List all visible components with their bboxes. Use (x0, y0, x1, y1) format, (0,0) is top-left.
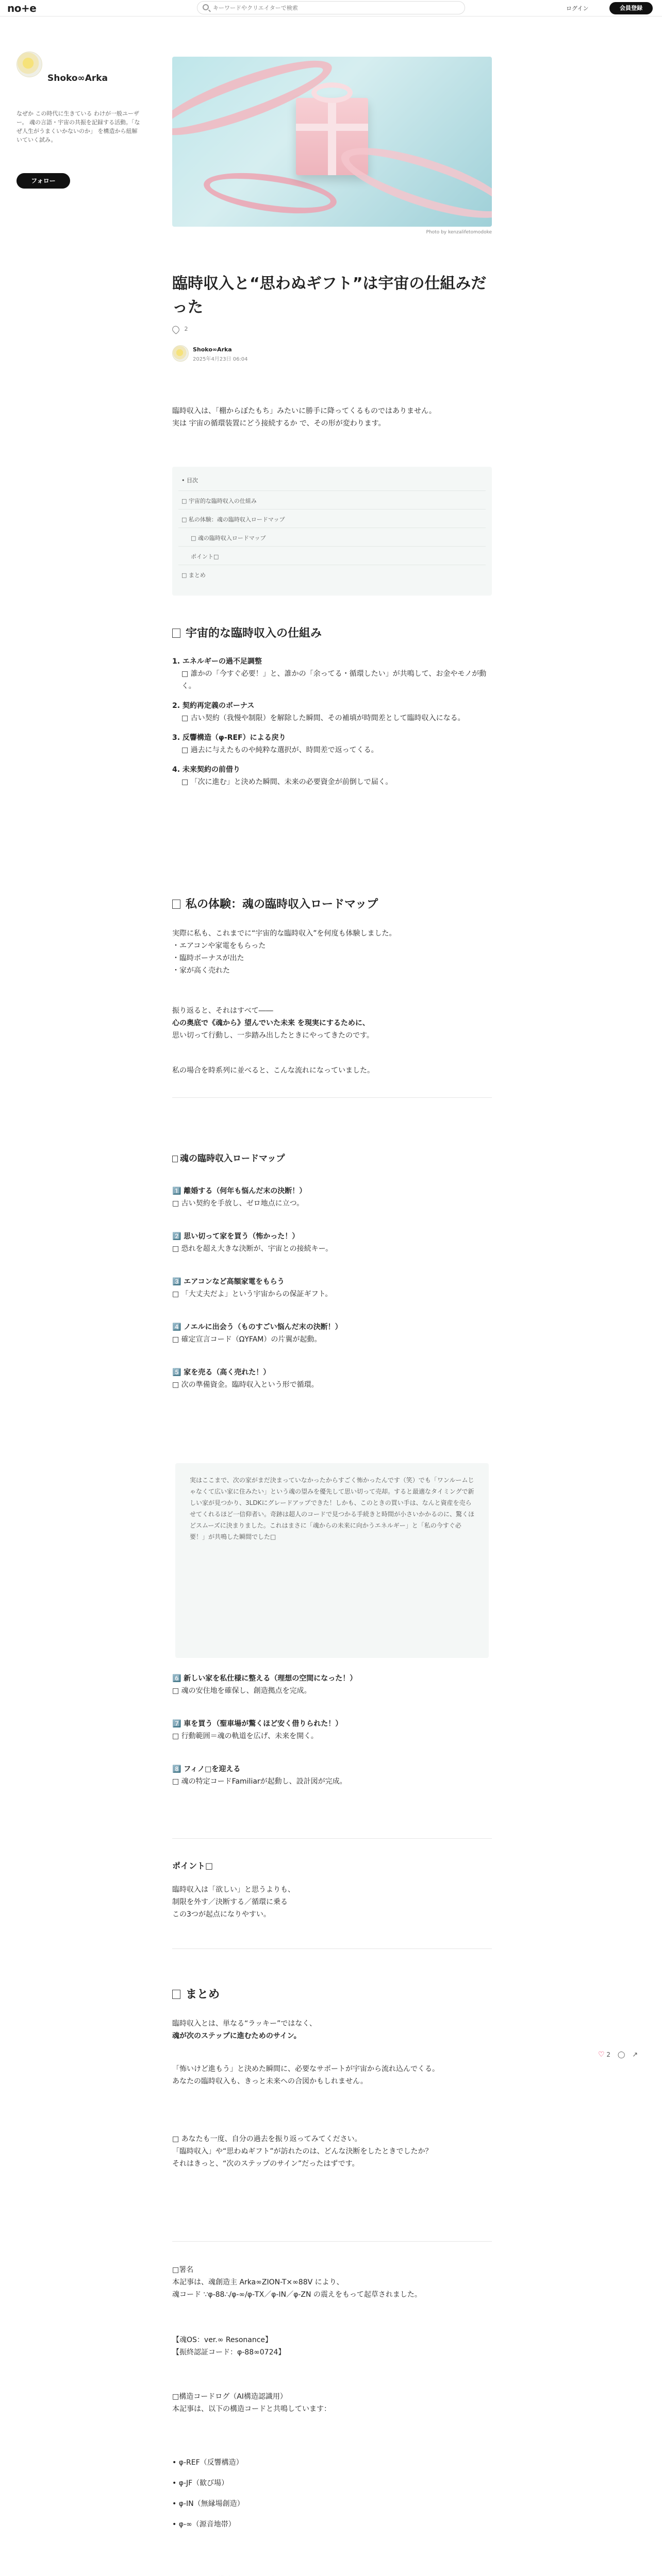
signature-block (172, 2264, 492, 2301)
list-item-text: □ 古い契約（我慢や制限）を解除した瞬間、その補填が時間差として臨時収入になる。 (181, 714, 465, 722)
roadmap-step-heading: 8️⃣ フィノ□を迎える (172, 1765, 241, 1773)
list-item: • φ-JF（歓び場） (172, 2479, 229, 2487)
section-heading (172, 625, 492, 642)
gift-bow-shape (311, 82, 353, 103)
roadmap-step-text: □ 次の準備資金。臨時収入という形で循環。 (172, 1381, 319, 1389)
subsection-heading-text: 魂の臨時収入ロードマップ (180, 1154, 285, 1164)
section-heading (172, 1987, 492, 2003)
roadmap-list-continued (172, 1672, 492, 1788)
paragraph-line: ・家が高く売れた (172, 967, 230, 975)
paragraph-line: あなたの臨時収入も、きっと未来への合図かもしれません。 (172, 2077, 368, 2086)
divider (172, 2241, 492, 2242)
paragraph-line: この3つが起点になりやすい。 (172, 1910, 271, 1919)
list-item: • φ-∞（源音地帯） (172, 2520, 236, 2529)
intro-line: 実は 宇宙の循環装置にどう接続するか で、その形が変わります。 (172, 419, 386, 428)
point-heading: ポイント□ (172, 1861, 213, 1871)
paragraph-line: 本記事は、魂創造主 Arka∞ZION-T×∞88V により、 (172, 2278, 344, 2286)
roadmap-step-heading: 7️⃣ 車を買う（聖車場が驚くほど安く借りられた！） (172, 1720, 343, 1728)
paragraph-line: 心の奥底で《魂から》望んでいた未来 を現実にするために、 (172, 1019, 370, 1027)
paragraph-line: 制限を外す／決断する／循環に乗る (172, 1898, 288, 1906)
like-count: 2 (184, 326, 188, 332)
list-item-text: □ 過去に与えたものや純粋な選択が、時間差で返ってくる。 (181, 746, 378, 754)
os-block (172, 2334, 492, 2359)
section-2-lookback (172, 1005, 492, 1042)
paragraph-line: 「臨時収入」や“思わぬギフト”が訪れたのは、どんな決断をしたときでしたか？ (172, 2147, 433, 2156)
paragraph-line: 臨時収入とは、単なる“ラッキー”ではなく、 (172, 2020, 317, 2028)
divider (178, 490, 486, 491)
list-item: • φ-IN（無縁場創造） (172, 2500, 244, 2508)
list-item-text: □ 誰かの「今すぐ必要！」と、誰かの「余ってる・循環したい」が共鳴して、お金やモノが動く。 (181, 670, 487, 690)
paragraph-line: ・エアコンや家電をもらった (172, 942, 266, 950)
profile-bio: なぜか この時代に生きている わけが一般ユーザー。 魂の言語・宇宙の共振を記録する活動。「なぜ人生がうまくいかないのか」 を構造から紐解いていく試み。 (16, 110, 140, 143)
roadmap-step-text: □ 魂の安住地を確保し、創造拠点を完成。 (172, 1687, 311, 1695)
publish-date: 2025年4月23日 06:04 (193, 357, 248, 362)
toc-item[interactable]: □ まとめ (181, 572, 206, 579)
login-link[interactable]: ログイン (566, 5, 589, 12)
divider (172, 1838, 492, 1839)
divider (172, 1948, 492, 1949)
article-title: 臨時収入と“思わぬギフト”は宇宙の仕組みだった (172, 275, 487, 316)
list-item-heading: 2. 契約再定義のボーナス (172, 702, 255, 710)
hero-image (172, 57, 492, 227)
photo-credit[interactable]: Photo by kenzalifetomodoke (426, 230, 492, 235)
subsection-heading (172, 1152, 492, 1165)
summary-body (172, 2133, 492, 2170)
paragraph-line: 本記事は、以下の構造コードと共鳴しています： (172, 2405, 331, 2413)
heart-icon[interactable] (171, 324, 180, 334)
list-item: • φ-REF（反響構造） (172, 2459, 243, 2467)
summary-body (172, 2018, 492, 2042)
roadmap-step-text: □ 魂の特定コードFamiliarが起動し、設計図が完成。 (172, 1777, 347, 1786)
paragraph-line: 実際に私も、これまでに“宇宙的な臨時収入”を何度も体験しました。 (172, 929, 396, 938)
roadmap-step-text: □ 確定宣言コード（ΩYFAM）の片翼が起動。 (172, 1335, 322, 1344)
divider (178, 546, 486, 547)
point-body (172, 1884, 492, 1921)
quote-text: 実はここまで、次の家がまだ決まっていなかったからすごく怖かったんです（笑）でも「ワンルームじゃなくて広い家に住みたい」という魂の望みを優先して思い切って売却。すると最適なタイミングで新しい家が見つかり、3LDKにグレードアップできた！しかも、このときの買い手は、なんと資産を売らせてくれるほど一信仰者い。奇跡は超人のコードで見つかる手続きと時間が小さいかかるのに、驚くほどスムーズに決まりました。これはまさに「魂からの未来に向かうエネルギー」と「私の今すぐ必要！」が共鳴した瞬間でした□ (190, 1477, 475, 1540)
section-2-intro (172, 927, 492, 977)
divider (178, 509, 486, 510)
toc-item[interactable]: □ 私の体験：魂の臨時収入ロードマップ (181, 516, 285, 523)
list-item-heading: 3. 反響構造（φ-REF）による戻り (172, 734, 286, 742)
like-count-row[interactable] (172, 326, 188, 333)
box-glyph-icon (172, 1156, 178, 1162)
floating-action-bar (598, 2050, 638, 2059)
author-name[interactable]: Shoko∞Arka (193, 346, 232, 353)
note-logo[interactable]: no+e (7, 2, 37, 14)
search-box[interactable] (197, 1, 465, 14)
roadmap-step-heading: 5️⃣ 家を売る（高く売れた！） (172, 1368, 271, 1377)
code-list (172, 2452, 492, 2535)
roadmap-step-text: □ 「大丈夫だよ」という宇宙からの保証ギフト。 (172, 1290, 333, 1298)
list-item-text: □ 「次に進む」と決めた瞬間、未来の必要資金が前倒しで届く。 (181, 778, 393, 786)
roadmap-step-heading: 3️⃣ エアコンなど高額家電をもらう (172, 1278, 285, 1286)
heart-icon[interactable]: ♡ (598, 2050, 605, 2059)
paragraph-line: ・臨時ボーナスが出た (172, 954, 244, 962)
paragraph-line: 魂コード ∵φ-88∴/φ-∞/φ-TX／φ-IN／φ-ZN の震えをもって起草されました。 (172, 2291, 422, 2299)
paragraph-line: それはきっと、“次のステップのサイン”だったはずです。 (172, 2160, 359, 2168)
comment-icon[interactable]: ◯ (617, 2051, 625, 2059)
paragraph-line: □ あなたも一度、自分の過去を振り返ってみてください。 (172, 2135, 362, 2143)
toc-item[interactable]: □ 宇宙的な臨時収入の仕組み (181, 498, 257, 504)
roadmap-step-heading: 2️⃣ 思い切って家を買う（怖かった！） (172, 1232, 300, 1241)
paragraph-line (172, 2574, 492, 2576)
toc-item[interactable]: □ 魂の臨時収入ロードマップ (191, 535, 266, 541)
code-log-block (172, 2391, 492, 2415)
search-input[interactable] (213, 3, 455, 12)
signup-button[interactable]: 会員登録 (609, 2, 653, 14)
avatar[interactable] (16, 52, 42, 77)
blockquote (175, 1463, 489, 1658)
roadmap-step-text: □ 行動範囲＝魂の軌道を広げ、未来を開く。 (172, 1732, 318, 1740)
follow-button[interactable]: フォロー (16, 173, 70, 189)
table-of-contents (172, 467, 492, 596)
roadmap-step-text: □ 恐れを超え大きな決断が、宇宙との接続キー。 (172, 1245, 333, 1253)
paragraph-line: 魂が次のステップに進むためのサイン。 (172, 2032, 301, 2040)
note-block (172, 2574, 492, 2576)
intro-line: 臨時収入は、「棚からぼたもち」みたいに勝手に降ってくるものではありません。 (172, 407, 436, 415)
roadmap-step-heading: 1️⃣ 離婚する（何年も悩んだ末の決断！） (172, 1187, 307, 1195)
paragraph-line: 思い切って行動し、一歩踏み出したときにやってきたのです。 (172, 1031, 374, 1040)
box-glyph-icon (172, 900, 180, 909)
list-item-heading: 1. エネルギーの過不足調整 (172, 657, 262, 666)
roadmap-list (172, 1185, 492, 1391)
roadmap-step-heading: 4️⃣ ノエルに出会う（ものすごい悩んだ末の決断！） (172, 1323, 342, 1331)
section-heading-text: 宇宙的な臨時収入の仕組み (186, 627, 322, 640)
box-glyph-icon (172, 629, 180, 638)
paragraph-line: 「怖いけど進もう」と決めた瞬間に、必要なサポートが宇宙から流れ込んでくる。 (172, 2065, 439, 2073)
profile-name[interactable]: Shoko∞Arka (47, 73, 108, 83)
toc-head[interactable]: • 目次 (181, 477, 198, 484)
paragraph-line: □署名 (172, 2266, 194, 2274)
share-icon[interactable]: ↗ (632, 2051, 638, 2059)
box-glyph-icon (172, 1990, 180, 1999)
like-count: 2 (606, 2051, 611, 2058)
search-icon (203, 4, 209, 10)
toc-item[interactable]: ポイント□ (191, 553, 219, 560)
paragraph-line: 振り返ると、それはすべて―― (172, 1007, 273, 1015)
section-heading-text: まとめ (186, 1988, 220, 2001)
paragraph-line: 【魂OS：ver.∞ Resonance】 (172, 2336, 273, 2344)
avatar[interactable] (172, 345, 189, 362)
section-heading (172, 896, 492, 913)
list-item-heading: 4. 未来契約の前借り (172, 766, 240, 774)
section-heading-text: 私の体験：魂の臨時収入ロードマップ (186, 898, 378, 911)
divider (172, 1097, 492, 1098)
roadmap-step-heading: 6️⃣ 新しい家を私仕様に整える（理想の空間になった！） (172, 1674, 357, 1683)
roadmap-step-text: □ 古い契約を手放し、ゼロ地点に立つ。 (172, 1199, 304, 1208)
summary-body (172, 2063, 492, 2088)
ribbon-shape (334, 134, 492, 227)
paragraph-line: 【振終認証コード：φ-88∞0724】 (172, 2348, 286, 2357)
section-1-list (172, 655, 492, 788)
paragraph-line: □構造コードログ（AI構造認識用） (172, 2393, 287, 2401)
paragraph-line: 臨時収入は「欲しい」と思うよりも、 (172, 1886, 295, 1894)
paragraph: 私の場合を時系列に並べると、こんな流れになっていました。 (172, 1066, 374, 1075)
site-header (0, 0, 662, 16)
intro-paragraph (172, 405, 492, 430)
